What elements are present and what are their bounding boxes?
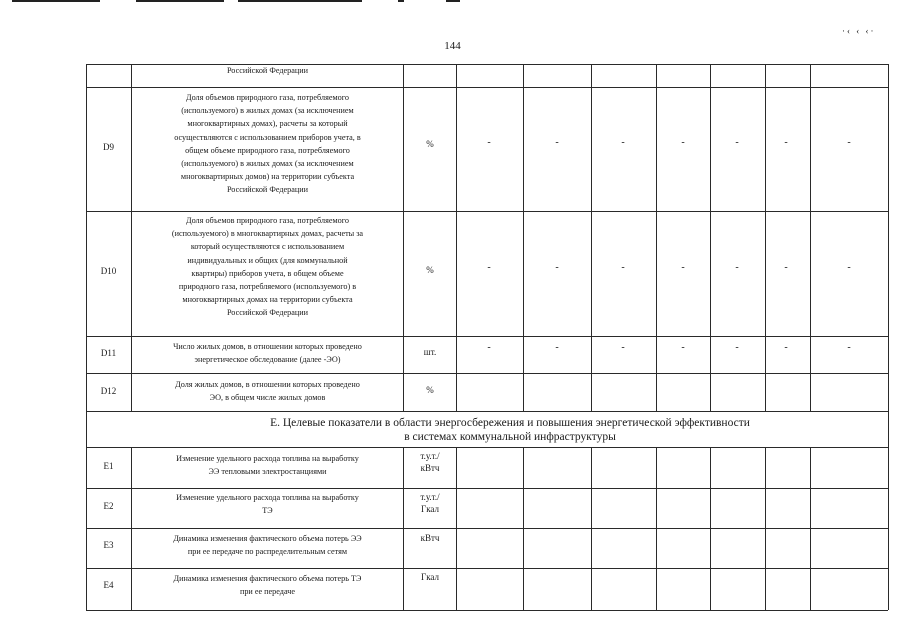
row-description-line: общем объеме природного газа, потребляемого [185, 145, 350, 155]
row-description-line: при ее передаче по распределительным сетям [187, 547, 348, 557]
section-title [132, 416, 888, 444]
table-cell: - [681, 262, 685, 273]
row-description [132, 340, 403, 366]
section-title-line: в системах коммунальной инфраструктуры [404, 431, 616, 443]
row-description-line: (используемого) в жилых домах (за исключением [181, 106, 354, 116]
row-unit: шт. [423, 347, 437, 357]
row-border [86, 568, 888, 569]
row-unit-line: т.у.т./ [420, 451, 440, 461]
table-cell: - [487, 137, 491, 148]
row-code: D9 [103, 142, 114, 152]
table-cell: - [621, 262, 625, 273]
row-border [86, 336, 888, 337]
row-code: E3 [103, 540, 114, 550]
row-unit-line: кВтч [420, 463, 440, 473]
corner-mark: ·‹ ‹ ‹· [842, 26, 876, 36]
table-cell: - [735, 137, 739, 148]
row-unit-line: кВтч [420, 533, 440, 543]
column-border [888, 411, 889, 447]
row-description-line: энергетическое обследование (далее -ЭО) [194, 355, 341, 365]
row-description-line: Изменение удельного расхода топлива на выработку [176, 454, 359, 463]
column-border [591, 447, 592, 610]
table-cell: - [847, 137, 851, 148]
table-cell: - [555, 342, 559, 353]
column-border [810, 447, 811, 610]
column-border [403, 64, 404, 411]
row-description-line: при ее передаче [239, 587, 296, 597]
row-unit [404, 532, 456, 544]
column-border [86, 411, 87, 447]
row-description-line: (используемого) в жилых домах (за исключением [181, 159, 354, 169]
row-description [132, 452, 403, 478]
row-border [86, 488, 888, 489]
table-cell: - [621, 137, 625, 148]
table-row [132, 64, 403, 77]
row-description-line: ЭО, в общем числе жилых домов [209, 393, 326, 403]
row-description-line: Российской Федерации [226, 308, 309, 318]
table-cell: - [487, 262, 491, 273]
row-description-line: осуществляются с использованием приборов учета, в [174, 132, 361, 142]
row-description-line: Изменение удельного расхода топлива на выработку [176, 493, 359, 502]
column-border [86, 64, 87, 411]
row-description-line: Динамика изменения фактического объема потерь ЭЭ [173, 534, 362, 543]
row-unit [404, 491, 456, 515]
row-border [86, 528, 888, 529]
table-cell: - [847, 262, 851, 273]
row-unit [404, 450, 456, 474]
section-title-line: Е. Целевые показатели в области энергосбережения и повышения энергетической эффективности [270, 417, 750, 429]
row-unit-line: Гкал [420, 572, 439, 582]
row-description-line: Доля объемов природного газа, потребляемого [185, 216, 350, 225]
table-cell: - [555, 137, 559, 148]
row-description-line: Российской Федерации [226, 185, 309, 195]
row-description-line: Динамика изменения фактического объема потерь ТЭ [173, 574, 362, 583]
row-description-line: Российской Федерации [226, 66, 309, 75]
row-unit [404, 571, 456, 583]
row-description [132, 214, 403, 320]
row-unit-line: т.у.т./ [420, 492, 440, 502]
table-cell: - [784, 262, 788, 273]
table-cell: - [847, 342, 851, 353]
row-border [86, 373, 888, 374]
column-border [765, 447, 766, 610]
table-cell: - [555, 262, 559, 273]
table-cell: - [487, 342, 491, 353]
table-cell: - [735, 342, 739, 353]
row-code: D12 [100, 386, 117, 396]
page-number: 144 [444, 40, 461, 52]
row-code: E1 [103, 461, 114, 471]
row-description-line: квартиры) приборов учета, в общем объеме [191, 268, 344, 278]
row-description [132, 532, 403, 558]
table-cell: - [621, 342, 625, 353]
row-description [132, 572, 403, 598]
row-code: E2 [103, 501, 114, 511]
column-border [456, 447, 457, 610]
column-border [656, 64, 657, 411]
column-border [710, 447, 711, 610]
table-cell: - [681, 137, 685, 148]
table-cell: - [784, 342, 788, 353]
row-description-line: который осуществляются с использованием [190, 242, 345, 252]
column-border [810, 64, 811, 411]
row-description-line: (используемого) в многоквартирных домах, расчеты за [171, 229, 364, 239]
row-description [132, 491, 403, 517]
row-unit: % [426, 139, 434, 149]
column-border [888, 447, 889, 610]
row-border [86, 87, 888, 88]
row-description-line: природного газа, потребляемого (используемого) в [178, 282, 357, 292]
row-description-line: Число жилых домов, в отношении которых проведено [173, 342, 362, 351]
table-cell: - [681, 342, 685, 353]
row-border [86, 411, 888, 412]
row-border [86, 610, 888, 611]
row-unit: % [426, 385, 434, 395]
row-code: D10 [100, 266, 117, 276]
column-border [765, 64, 766, 411]
row-description-line: ЭЭ тепловыми электростанциями [208, 467, 327, 477]
row-unit: % [426, 265, 434, 275]
column-border [591, 64, 592, 411]
row-description-line: многоквартирных домах на территории субъекта [182, 295, 353, 305]
row-description-line: ТЭ [262, 506, 273, 516]
column-border [523, 447, 524, 610]
column-border [456, 64, 457, 411]
row-description [132, 378, 403, 404]
table-cell: - [784, 137, 788, 148]
row-code: E4 [103, 580, 114, 590]
column-border [523, 64, 524, 411]
row-description [132, 91, 403, 197]
row-description-line: многоквартирных домов) на территории субъекта [180, 172, 355, 182]
row-description-line: многоквартирных домах), расчеты за который [187, 119, 348, 129]
column-border [656, 447, 657, 610]
column-border [710, 64, 711, 411]
row-description-line: Доля объемов природного газа, потребляемого [185, 93, 350, 102]
row-border [86, 447, 888, 448]
row-code: D11 [100, 348, 117, 358]
row-unit-line: Гкал [420, 504, 439, 514]
row-border [86, 211, 888, 212]
row-description-line: индивидуальных и общих (для коммунальной [187, 255, 348, 265]
table-cell: - [735, 262, 739, 273]
column-border [888, 64, 889, 411]
row-description-line: Доля жилых домов, в отношении которых проведено [175, 380, 360, 389]
